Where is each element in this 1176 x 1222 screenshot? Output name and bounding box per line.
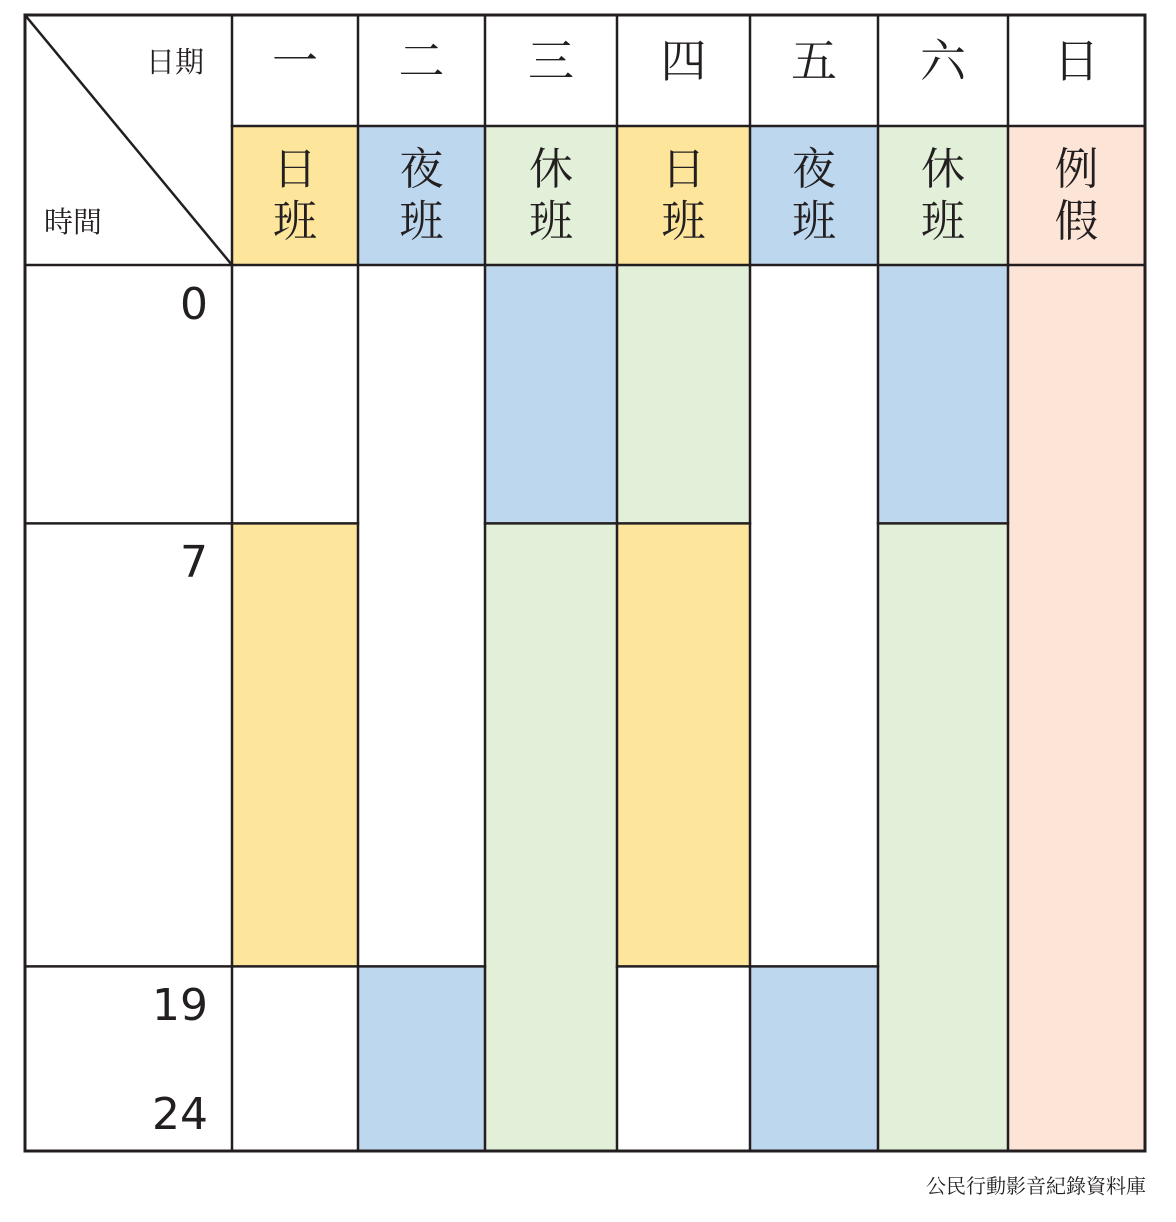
hour-mark: 24 [152, 1089, 208, 1140]
shift-label: 夜 班 [399, 144, 444, 247]
day-label: 五 [791, 34, 837, 88]
day-label: 一 [272, 34, 318, 88]
day-label: 二 [398, 34, 445, 88]
hour-mark: 7 [180, 537, 208, 589]
day-label: 三 [528, 34, 574, 88]
hour-mark: 19 [152, 980, 208, 1032]
shift-label: 日 班 [661, 144, 706, 247]
shift-label: 日 班 [273, 144, 317, 247]
source-credit: 公民行動影音紀錄資料庫 [926, 1174, 1146, 1198]
hour-mark: 0 [180, 279, 208, 330]
day-label: 六 [920, 34, 966, 88]
day-label: 日 [1053, 34, 1100, 88]
shift-label: 休 班 [529, 144, 573, 247]
corner-date-label: 日期 [146, 45, 205, 79]
corner-time-label: 時間 [44, 205, 103, 239]
day-label: 四 [660, 34, 707, 88]
shift-label: 例 假 [1054, 144, 1099, 247]
shift-label: 夜 班 [792, 144, 836, 247]
shift-label: 休 班 [921, 144, 965, 247]
